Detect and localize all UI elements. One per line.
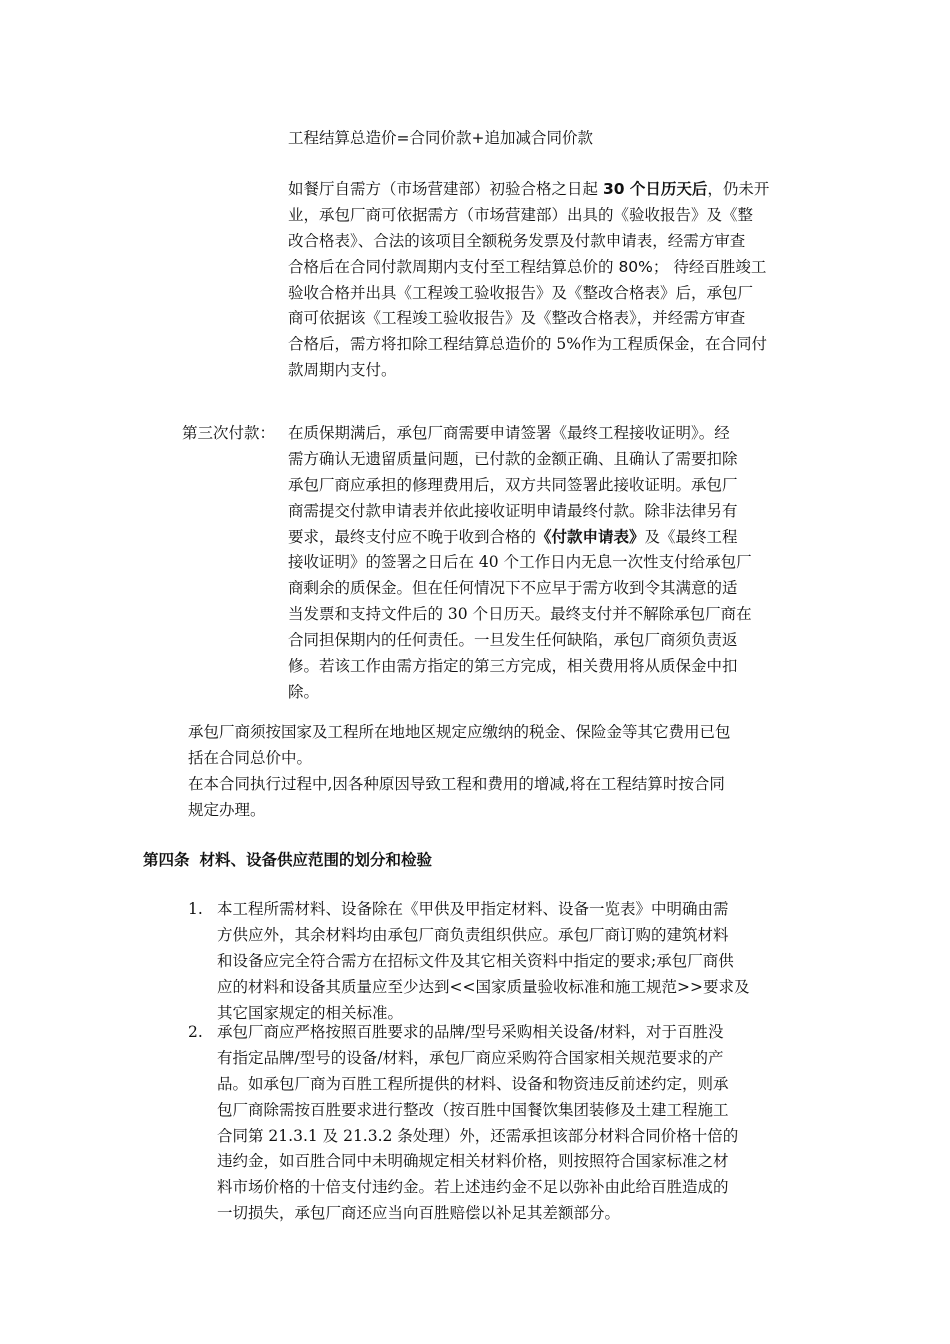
paragraph-line: 合格后，需方将扣除工程结算总造价的 5%作为工程质保金，在合同付 — [288, 335, 768, 354]
list-number: 2. — [188, 1023, 203, 1041]
paragraph-line: 料市场价格的十倍支付违约金。若上述违约金不足以弥补由此给百胜造成的 — [217, 1178, 729, 1197]
paragraph-line: 验收合格并出具《工程竣工验收报告》及《整改合格表》后，承包厂 — [288, 283, 754, 302]
paragraph-line — [288, 177, 808, 203]
paragraph-line: 承包厂商应严格按照百胜要求的品牌/型号采购相关设备/材料，对于百胜没 — [217, 1023, 724, 1041]
settlement-formula: 工程结算总造价=合同价款+追加减合同价款 — [288, 129, 593, 147]
second-payment-paragraph — [288, 177, 808, 384]
paragraph-line: 商剩余的质保金。但在任何情况下不应早于需方收到令其满意的适 — [288, 579, 738, 598]
paragraph-line: 方供应外，其余材料均由承包厂商负责组织供应。承包厂商订购的建筑材料 — [217, 925, 729, 944]
text-run: 如餐厅自需方（市场营建部）初验合格之日起 — [288, 180, 603, 198]
paragraph-line: 款周期内支付。 — [288, 361, 397, 380]
paragraph-line: 除。 — [288, 682, 320, 701]
percent-text: 80% — [618, 257, 653, 276]
third-payment-paragraph — [288, 421, 808, 706]
article-heading — [143, 848, 432, 872]
paragraph-line: 合同第 21.3.1 及 21.3.2 条处理）外，还需承担该部分材料合同价格十倍的 — [217, 1126, 739, 1145]
paragraph-line: 改合格表》、合法的该项目全额税务发票及付款申请表，经需方审查 — [288, 231, 746, 250]
paragraph-line: 品。如承包厂商为百胜工程所提供的材料、设备和物资违反前述约定，则承 — [217, 1074, 729, 1093]
tax-clause-paragraph — [188, 720, 808, 824]
paragraph-line: 接收证明》的签署之日后在 40 个工作日内无息一次性支付给承包厂 — [288, 553, 752, 572]
list-item-body — [217, 897, 807, 1026]
paragraph-line: 一切损失，承包厂商还应当向百胜赔偿以补足其差额部分。 — [217, 1204, 621, 1223]
article-number: 第四条 — [143, 851, 190, 869]
paragraph-line: 在本合同执行过程中,因各种原因导致工程和费用的增减,将在工程结算时按合同 — [188, 774, 725, 793]
paragraph-line: 包厂商除需按百胜要求进行整改（按百胜中国餐饮集团装修及土建工程施工 — [217, 1100, 729, 1119]
paragraph-line: 应的材料和设备其质量应至少达到<<国家质量验收标准和施工规范>>要求及 — [217, 977, 750, 996]
emphasis-text: 《付款申请表》 — [536, 527, 645, 546]
paragraph-line: 有指定品牌/型号的设备/材料，承包厂商应采购符合国家相关规范要求的产 — [217, 1048, 724, 1067]
paragraph-line: 需方确认无遗留质量问题，已付款的金额正确、且确认了需要扣除 — [288, 449, 738, 468]
emphasis-text: 30 个日历天后 — [602, 180, 708, 198]
text-run: ； 待经百胜竣工 — [652, 257, 767, 276]
paragraph-line: 和设备应完全符合需方在招标文件及其它相关资料中指定的要求;承包厂商供 — [217, 951, 734, 970]
text-run: 及《最终工程 — [644, 527, 738, 546]
paragraph-line: 修。若该工作由需方指定的第三方完成，相关费用将从质保金中扣 — [288, 657, 738, 676]
list-item-body — [217, 1020, 807, 1227]
text-run: ，仍未开 — [707, 180, 770, 198]
paragraph-line — [288, 525, 808, 551]
paragraph-line: 商可依据该《工程竣工验收报告》及《整改合格表》，并经需方审查 — [288, 309, 746, 328]
paragraph-line: 商需提交付款申请表并依此接收证明申请最终付款。除非法律另有 — [288, 501, 738, 520]
paragraph-line: 业，承包厂商可依据需方（市场营建部）出具的《验收报告》及《整 — [288, 205, 754, 224]
paragraph-line: 当发票和支持文件后的 30 个日历天。最终支付并不解除承包厂商在 — [288, 605, 752, 624]
paragraph-line: 合同担保期内的任何责任。一旦发生任何缺陷，承包厂商须负责返 — [288, 631, 738, 650]
paragraph-line: 承包厂商须按国家及工程所在地地区规定应缴纳的税金、保险金等其它费用已包 — [188, 723, 731, 741]
text-run: 要求，最终支付应不晚于收到合格的 — [288, 527, 537, 546]
paragraph-line: 其它国家规定的相关标准。 — [217, 1003, 404, 1022]
text-run: 合格后在合同付款周期内支付至工程结算总价的 — [288, 257, 619, 276]
third-payment-label: 第三次付款： — [182, 424, 276, 442]
paragraph-line: 在质保期满后，承包厂商需要申请签署《最终工程接收证明》。经 — [288, 424, 730, 442]
paragraph-line: 本工程所需材料、设备除在《甲供及甲指定材料、设备一览表》中明确由需 — [217, 900, 729, 918]
paragraph-line: 括在合同总价中。 — [188, 748, 313, 767]
paragraph-line: 规定办理。 — [188, 800, 266, 819]
list-number: 1. — [188, 900, 203, 918]
paragraph-line — [288, 255, 808, 281]
paragraph-line: 承包厂商应承担的修理费用后，双方共同签署此接收证明。承包厂 — [288, 475, 738, 494]
paragraph-line: 违约金，如百胜合同中未明确规定相关材料价格，则按照符合国家标准之材 — [217, 1152, 729, 1171]
article-title: 材料、设备供应范围的划分和检验 — [199, 851, 433, 869]
